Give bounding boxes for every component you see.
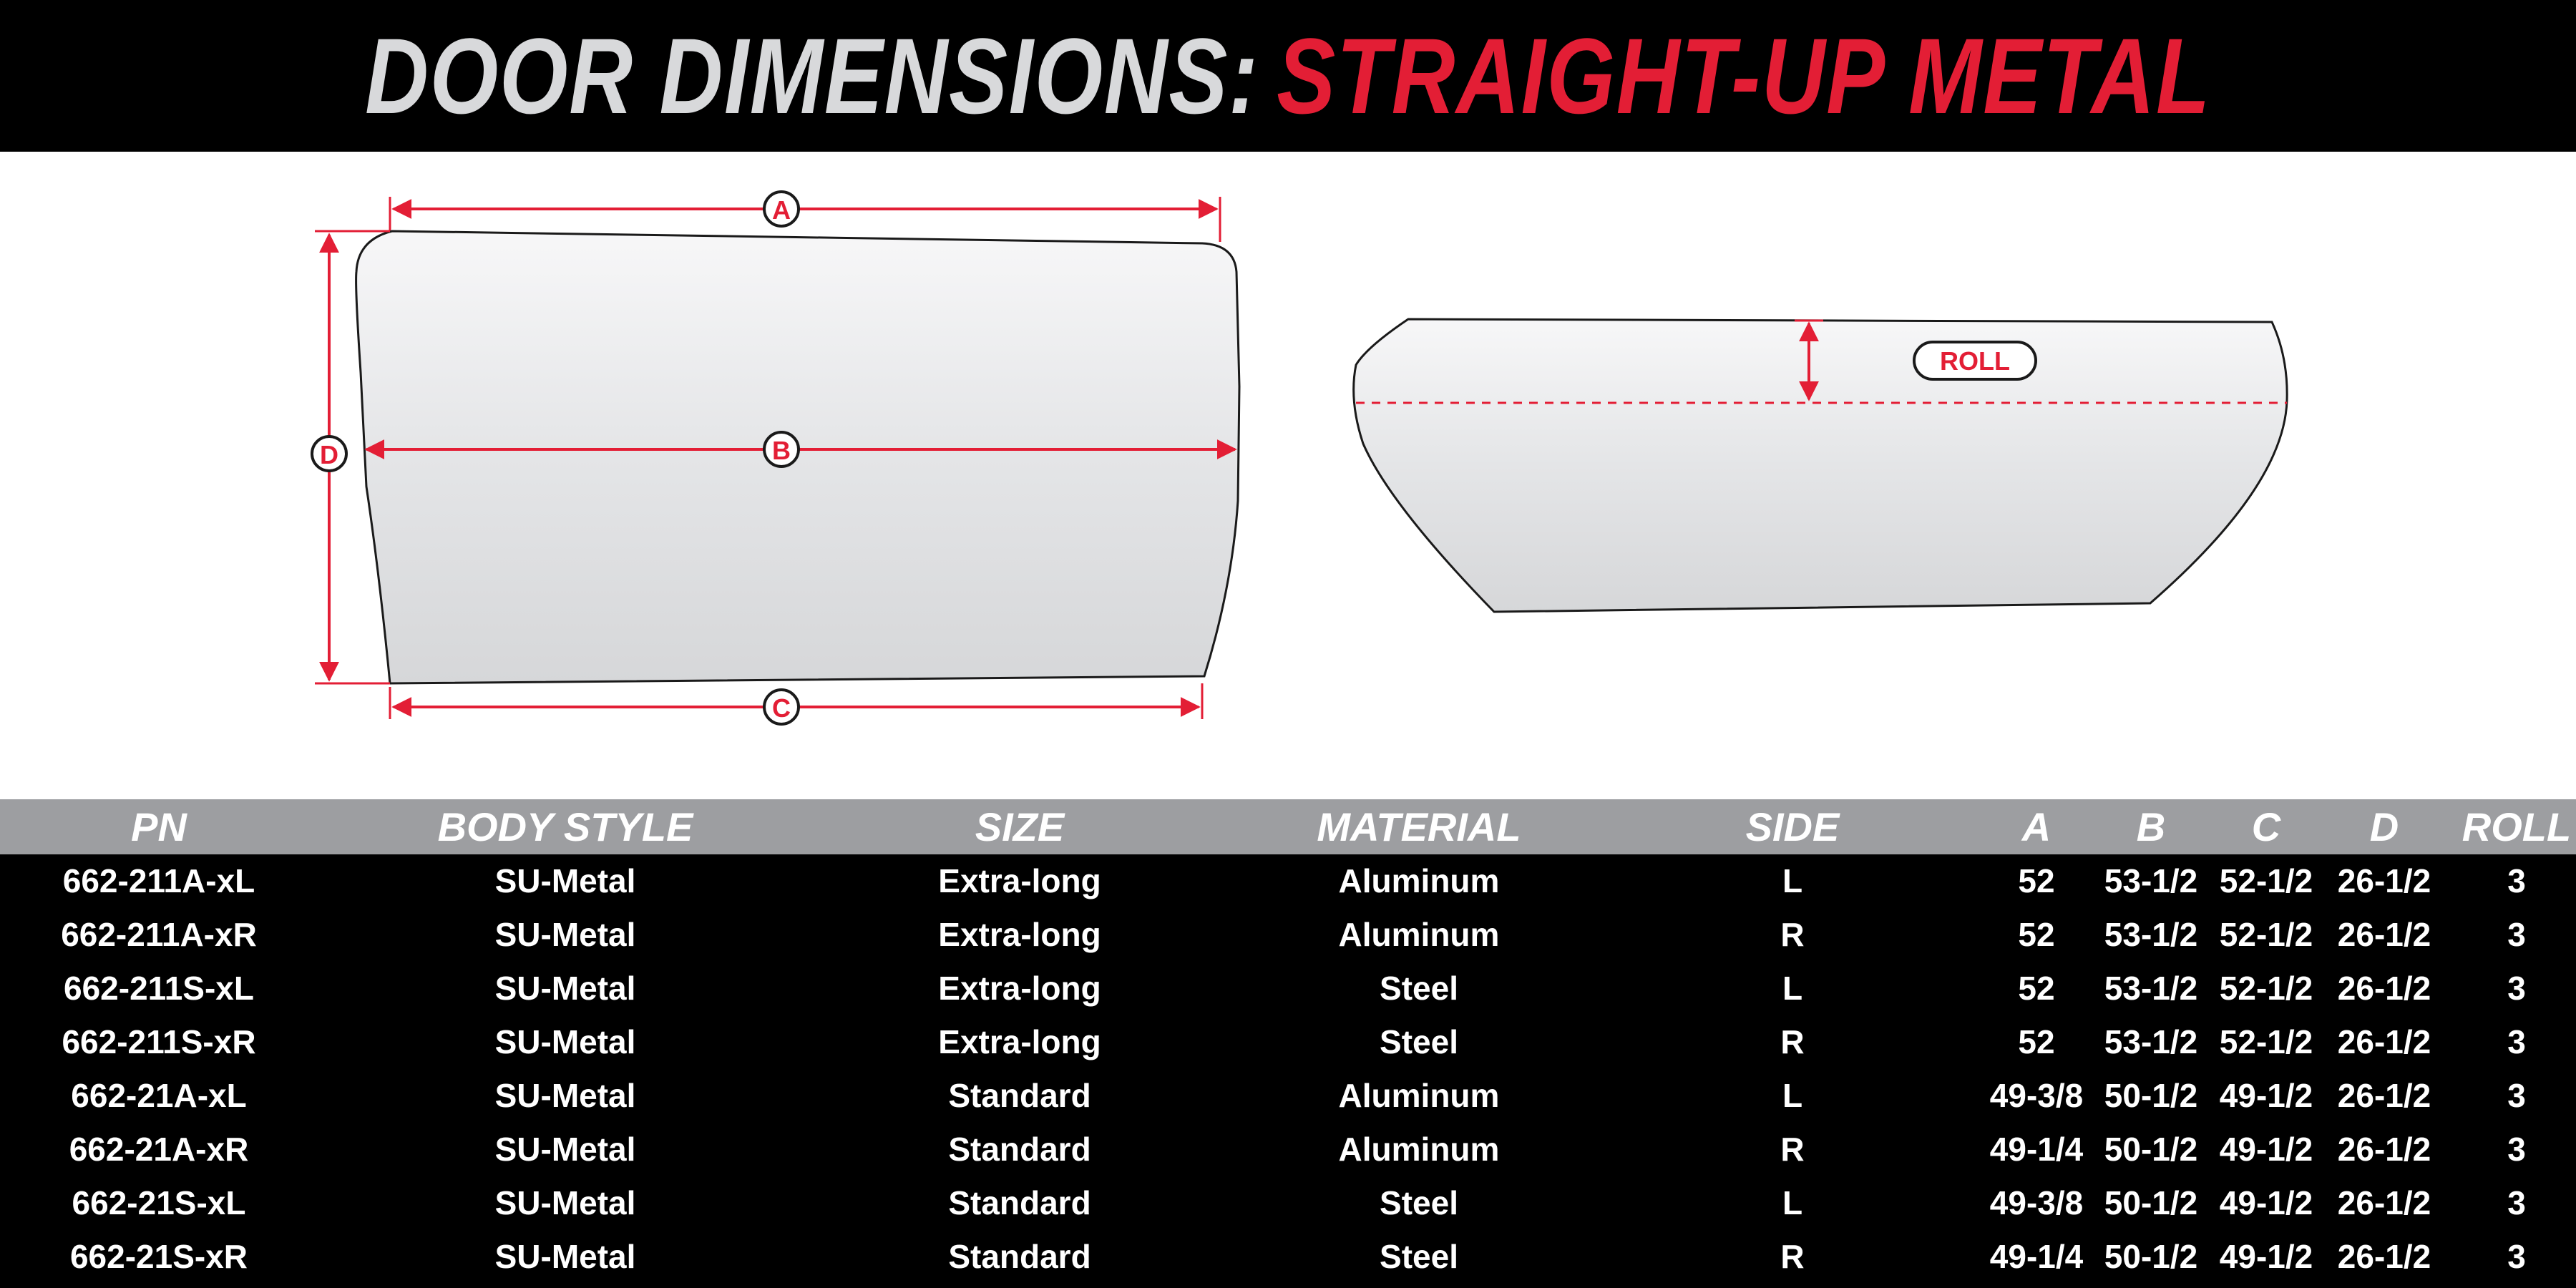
- dimensions-table: [0, 799, 2576, 1288]
- table-row: [0, 1176, 2576, 1230]
- cell-material: Aluminum: [1338, 862, 1500, 899]
- cell-pn: 662-21S-xR: [69, 1238, 248, 1275]
- cell-material: Aluminum: [1338, 1077, 1500, 1114]
- column-header-d: D: [2369, 804, 2399, 849]
- cell-c: 52-1/2: [2219, 970, 2313, 1007]
- cell-roll: 3: [2507, 862, 2526, 899]
- cell-c: 49-1/2: [2219, 1184, 2313, 1221]
- column-header-body-style: BODY STYLE: [437, 804, 693, 849]
- label-c: C: [772, 693, 791, 723]
- cell-b: 50-1/2: [2104, 1238, 2198, 1275]
- cell-body-style: SU-Metal: [494, 1023, 636, 1060]
- cell-body-style: SU-Metal: [494, 1077, 636, 1114]
- column-header-a: A: [2021, 804, 2051, 849]
- cell-size: Extra-long: [938, 970, 1101, 1007]
- table-row: [0, 1015, 2576, 1069]
- cell-b: 50-1/2: [2104, 1131, 2198, 1168]
- cell-b: 50-1/2: [2104, 1077, 2198, 1114]
- cell-roll: 3: [2507, 1131, 2526, 1168]
- cell-a: 49-3/8: [1989, 1077, 2084, 1114]
- cell-side: R: [1780, 916, 1805, 953]
- table-header: [0, 799, 2576, 854]
- cell-material: Steel: [1380, 1184, 1458, 1221]
- label-roll: ROLL: [1940, 346, 2010, 376]
- cell-d: 26-1/2: [2337, 1023, 2431, 1060]
- cell-c: 49-1/2: [2219, 1131, 2313, 1168]
- table-row: [0, 1230, 2576, 1284]
- dimension-c: [390, 683, 1202, 724]
- cell-pn: 662-211A-xL: [62, 862, 255, 899]
- door-top-view: [1354, 319, 2287, 612]
- column-header-c: C: [2251, 804, 2281, 849]
- column-header-size: SIZE: [975, 804, 1065, 849]
- cell-body-style: SU-Metal: [494, 916, 636, 953]
- cell-roll: 3: [2507, 1023, 2526, 1060]
- cell-roll: 3: [2507, 1184, 2526, 1221]
- cell-size: Standard: [948, 1184, 1091, 1221]
- title-accent: STRAIGHT-UP METAL: [1277, 16, 2211, 136]
- cell-d: 26-1/2: [2337, 862, 2431, 899]
- cell-size: Extra-long: [938, 916, 1101, 953]
- cell-material: Aluminum: [1338, 916, 1500, 953]
- cell-a: 52: [2018, 1023, 2055, 1060]
- table-row: [0, 1069, 2576, 1123]
- cell-size: Standard: [948, 1077, 1091, 1114]
- cell-d: 26-1/2: [2337, 1184, 2431, 1221]
- cell-material: Steel: [1380, 970, 1458, 1007]
- cell-d: 26-1/2: [2337, 916, 2431, 953]
- cell-size: Extra-long: [938, 1023, 1101, 1060]
- cell-body-style: SU-Metal: [494, 1131, 636, 1168]
- cell-d: 26-1/2: [2337, 1077, 2431, 1114]
- cell-pn: 662-21A-xL: [71, 1077, 247, 1114]
- cell-side: L: [1782, 970, 1803, 1007]
- cell-side: R: [1780, 1131, 1805, 1168]
- cell-body-style: SU-Metal: [494, 1184, 636, 1221]
- table-row: [0, 962, 2576, 1015]
- cell-side: R: [1780, 1238, 1805, 1275]
- cell-c: 49-1/2: [2219, 1077, 2313, 1114]
- label-d: D: [320, 440, 338, 469]
- cell-c: 49-1/2: [2219, 1238, 2313, 1275]
- cell-d: 26-1/2: [2337, 1238, 2431, 1275]
- title-main: DOOR DIMENSIONS:: [365, 16, 1259, 136]
- cell-roll: 3: [2507, 1077, 2526, 1114]
- cell-b: 53-1/2: [2104, 1023, 2198, 1060]
- cell-d: 26-1/2: [2337, 1131, 2431, 1168]
- door-diagram: [0, 152, 2576, 799]
- cell-pn: 662-21S-xL: [72, 1184, 246, 1221]
- cell-pn: 662-211A-xR: [61, 916, 257, 953]
- label-a: A: [772, 195, 791, 225]
- cell-size: Extra-long: [938, 862, 1101, 899]
- column-header-b: B: [2136, 804, 2166, 849]
- cell-roll: 3: [2507, 1238, 2526, 1275]
- column-header-side: SIDE: [1745, 804, 1840, 849]
- cell-roll: 3: [2507, 970, 2526, 1007]
- cell-material: Aluminum: [1338, 1131, 1500, 1168]
- cell-side: L: [1782, 1077, 1803, 1114]
- table-row: [0, 908, 2576, 962]
- cell-a: 49-3/8: [1989, 1184, 2084, 1221]
- cell-side: L: [1782, 862, 1803, 899]
- column-header-material: MATERIAL: [1317, 804, 1521, 849]
- cell-b: 50-1/2: [2104, 1184, 2198, 1221]
- cell-side: L: [1782, 1184, 1803, 1221]
- cell-size: Standard: [948, 1131, 1091, 1168]
- cell-a: 52: [2018, 862, 2055, 899]
- cell-a: 49-1/4: [1989, 1238, 2084, 1275]
- table-row: [0, 854, 2576, 908]
- cell-material: Steel: [1380, 1023, 1458, 1060]
- cell-a: 52: [2018, 916, 2055, 953]
- cell-b: 53-1/2: [2104, 970, 2198, 1007]
- cell-b: 53-1/2: [2104, 916, 2198, 953]
- cell-pn: 662-211S-xL: [64, 970, 254, 1007]
- cell-roll: 3: [2507, 916, 2526, 953]
- cell-c: 52-1/2: [2219, 916, 2313, 953]
- column-header-pn: PN: [131, 804, 187, 849]
- column-header-roll: ROLL: [2462, 804, 2572, 849]
- cell-side: R: [1780, 1023, 1805, 1060]
- page-title: [365, 16, 2211, 136]
- cell-body-style: SU-Metal: [494, 1238, 636, 1275]
- cell-pn: 662-211S-xR: [62, 1023, 256, 1060]
- cell-size: Standard: [948, 1238, 1091, 1275]
- cell-body-style: SU-Metal: [494, 970, 636, 1007]
- cell-material: Steel: [1380, 1238, 1458, 1275]
- cell-d: 26-1/2: [2337, 970, 2431, 1007]
- label-b: B: [772, 436, 791, 465]
- cell-body-style: SU-Metal: [494, 862, 636, 899]
- table-body: [0, 854, 2576, 1288]
- cell-c: 52-1/2: [2219, 1023, 2313, 1060]
- title-banner: [0, 0, 2576, 152]
- cell-c: 52-1/2: [2219, 862, 2313, 899]
- table-row: [0, 1123, 2576, 1176]
- cell-b: 53-1/2: [2104, 862, 2198, 899]
- cell-a: 49-1/4: [1989, 1131, 2084, 1168]
- cell-a: 52: [2018, 970, 2055, 1007]
- cell-pn: 662-21A-xR: [69, 1131, 249, 1168]
